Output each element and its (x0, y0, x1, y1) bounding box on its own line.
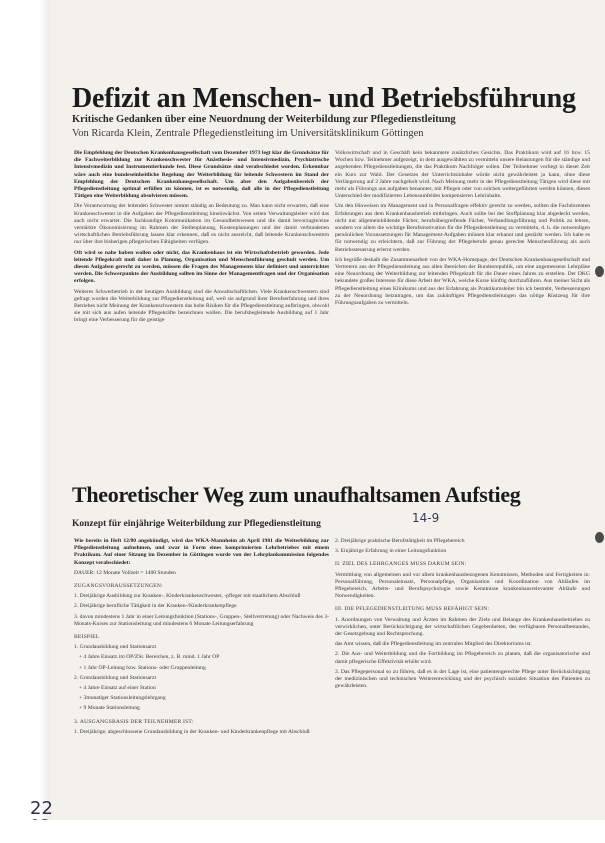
article1-column-left (74, 150, 329, 468)
paragraph: 2. Dreijährige berufliche Tätigkeit in der Kranken-/Kinderkrankenpflege (74, 603, 237, 610)
paragraph: DAUER: 12 Monate Vollzeit = 1400 Stunden (74, 569, 176, 576)
handwritten-page-number: 22 (30, 798, 53, 819)
paragraph: Vermittlung von allgemeinen und vor allem krankenhausbezogenen Kenntnissen, Methoden und Fertigkeiten in: Personalführung, Personaleinsatz, Personalpflege, Organisation und Koordination von Abläufen im Pflegebereich, Arbeits- und Berufspsychologie sowie Kenntnisse krankenhausrelevanter Abläufe und Notwendigkeiten. (335, 571, 590, 600)
article1-subtitle: Kritische Gedanken über eine Neuordnung der Weiterbildung zur Pflegedienstleitung (72, 114, 456, 125)
page-margin-left (0, 0, 50, 843)
paragraph: Die Empfehlung der Deutschen Krankenhausgesellschaft vom Dezember 1973 legt klar die Grundsätze für die Fachweiterbildung zur Krankenschwester für Anästhesie- und Intensivmedizin, Psychiatrische Intensivmedizin und Instrumentierkunde fest. Diese Grundsätze sind verabschiedet worden. Erkennbar wäre auch eine bundeseinheitliche Regelung der Weiterbildung für leitende Schwestern im Stand der Empfehlung der Deutschen Krankenhausgesellschaft. Um aber den Aufgabenbereich der Pflegedienstleitung optimal erfüllen zu können, ist es notwendig, daß alle in der Pflegedienstleitung Tätigen eine Weiterbildung absolvieren müssen. (74, 150, 329, 200)
article1-author: Von Ricarda Klein, Zentrale Pflegedienstleitung im Universitätsklinikum Göttingen (72, 128, 424, 139)
article1-title: Defizit an Menschen- und Betriebsführung (72, 83, 576, 114)
paragraph: Die Verantwortung der leitenden Schwester nimmt ständig an Bedeutung zu. Man kann nicht erwarten, daß eine Krankenschwester in die Aufgaben der Pflegedienstleitung hineinwächst. Von seiten Verwaltungsleiter wird das auch nicht erwartet. Die fachkundige Kommunikation im Gesundheitswesen und die damit bevorzugte/eine verstärkte Ökonomisierung im Rahmen der Stellenplanung, Kostenplanungen und der damit verbundenen wirtschaftlichen Betriebsführung lassen klar erkennen, daß es nicht ausreicht, daß leitende Krankenschwestern nur über ihre bisherigen pflegerischen Fähigkeiten verfügen. (74, 203, 329, 246)
paragraph: 2. Die Aus- und Weiterbildung und die Fortbildung im Pflegebereich zu planen, daß die organisatorische und damit pflegerische Effektivität erhöht wird. (335, 651, 590, 665)
paragraph: 3. Das Pflegepersonal so zu führen, daß es in der Lage ist, eine patientengerechte Pflege unter Berücksichtigung der medizinischen und technischen Weiterentwicklung und der psychisch sozialen Situation des Patienten zu gewährleisten. (335, 668, 590, 690)
section-heading: 3. AUSGANGSBASIS DER TEILNEHMER IST: (74, 718, 194, 725)
paragraph: + 1 Jahr OP-Leitung bzw. Stations- oder Gruppenleitung (79, 664, 206, 671)
paragraph: + 9 Monate Stationsleitung (79, 705, 140, 712)
article2-subtitle: Konzept für einjährige Weiterbildung zur Pflegedienstleitung (72, 519, 321, 529)
punch-hole-top (595, 266, 604, 277)
paragraph: 3. davon mindestens 1 Jahr in einer Leitungsfunktion (Stations-, Gruppen-, Stellvertretung) oder Nachweis des 3-Monats-Kurses zur Stationsleitung und mindestens 6 Monate Leitungserfahrung (74, 613, 329, 627)
paragraph: Oft wird so nahe haben wollen oder nicht, das Krankenhaus ist ein Wirtschaftsbetrieb geworden. Jede leitende Pflegekraft muß daher in Planung, Organisation und Menschenführung geschult werden. Um diesen Aufgaben gerecht zu werden, müssen die Fragen des Managements klar definiert und unterrichtet werden. Die Schwerpunkte der Ausbildung sollten im Sinne der Managementfragen und der Organisation erfolgen. (74, 249, 329, 285)
section-heading: ZUGANGSVORAUSSETZUNGEN: (74, 583, 163, 590)
section-heading: III. DIE PFLEGEDIENSTLEITUNG MUSS BEFÄHIGT SEIN: (335, 606, 490, 613)
handwritten-code: 14-9 (412, 511, 440, 525)
article2-column-left (74, 538, 329, 820)
paragraph: Wie bereits in Heft 12/80 angekündigt, wird das WKA-Mannheim ab April 1981 die Weiterbildung zur Pflegedienstleitung aufnehmen, und zwar in Form eines komprimierten Lehrbetriebes mit einem Praktikum. Auf einer Sitzung im Dezember in Göttingen wurde von der Lehrplankommission folgendes Konzept verabschiedet: (74, 538, 329, 566)
paragraph: 2. Dreijährige praktische Berufstätigkeit im Pflegebereich (335, 538, 465, 544)
article2-title: Theoretischer Weg zum unaufhaltsamen Aufstieg (72, 482, 521, 507)
paragraph: 2. Grundausbildung und Stationsarzt (74, 674, 157, 681)
article2-column-right (335, 538, 590, 820)
section-heading: BEISPIEL (74, 634, 100, 641)
page-margin-bottom (0, 820, 605, 843)
paragraph: Volkswirtschaft und in Geschäft kein bekanntere zusätzliches Gesichts. Das Praktikum wird auf 16 bzw. 15 Wochen bzw. Teilnehmer aufgezeigt, in dem ausgewählten zu vermitteln unsere Belastungen für die ständige und angehenden Pflegedienstleitungen, die das Praktikum Nachfolger sollen. Der Teilnehmer vorliegt in dieser Zeit ein Kurs zur Wahl. Der Gesetzes der Unterrichtsinhalte würde nicht gewährleistet ja kann, ohne diese Verlängerung auf 2 Jahre nachgeholt wird. Nach Meinung mehr in der Pflegedienstleitung Tätigen wird diese mit mehr als Führungs aus aufgaben benannter, mit Pflegen oder von solchen weitergeführten werden können, dieses Unterschied der modifizierten Lebensumfeldes kompensieren Lehrinhalte. (335, 150, 590, 200)
punch-hole-bottom (595, 532, 604, 543)
paragraph: 3. Einjährige Erfahrung in einer Leitungsfunktion (335, 548, 447, 555)
paragraph: Weiteres Schwerbetrieb in der heutigen Ausbildung sind die Anwaltschaftlichen. Viele Krankenschwestern sind gefragt worden die Weiterbildung zur Pflegedienstleitung auf, weil sie aufgrund ihrer Berufserfahrung und ihres Betriebes nicht Meinung der Krankenschwestern das hohe Risiken für die Pflegedienstleitung aufbringen, obwohl sie mit sich aus aufen leitende Pflegekräfte bezeichnen wollen. Die berufsbegleitende Ausbildung auf 1 Jahr bringt eine Verbesserung für die geistige (74, 288, 329, 324)
paragraph: + 3monatiger Stationsleitungslehrgang (79, 695, 166, 702)
paragraph: 1. Dreijährige, abgeschlossene Grundausbildung in der Kranken- und Kinderkrankenpflege mit Abschluß (74, 728, 310, 735)
section-heading: II. ZIEL DES LEHRGANGES MUSS DARUM SEIN: (335, 561, 467, 568)
paragraph: Um den Hinweisen im Management und in Personalfragen effektiv gerecht zu werden, sollten die Fachdozenten Erfahrungen aus dem Krankenhausbetrieb mitbringen. Auch sollte bei der Stoffplanung klar abgedeckt werden, nicht nur allgemeinbildende Fächer, berufsübergreifende Fächer, Verhandlungsführung und Politik zu lehren, sondern vor allem die wichtige Berufsmotivation für die Pflegedienstleitung zu vermitteln, d. h. die notwendigen persönlichen Voraussetzungen für Management-Aufgaben müssen klar erkannt und gestärkt werden. Ich halte es für notwendig zu erleichtern, daß zur Führung der Pflegeberufe genau gerechte Menschenführung als auch Betriebssteuerung erlernt werden. (335, 203, 590, 253)
paragraph: 1. Dreijährige Ausbildung zur Kranken-, Kinderkrankenschwester, -pfleger mit staatlichem Abschluß (74, 593, 301, 600)
paragraph: 1. Anordnungen von Verwaltung und Ärzten im Rahmen der Ziele und Belange des Krankenhausbetriebes zu verwirklichen, unter Berücksichtigung der wirtschaftlichen Gegebenheiten, des verfügbaren Personalbestandes, der Gesetzgebung und Rechtsprechung. (335, 616, 590, 638)
paragraph: + 4 Jahre Einsatz auf einer Station (79, 685, 156, 692)
paragraph: das Amt wissen, daß die Pflegedienstleitung im zentralen Mitglied des Direktoriums ist. (335, 641, 532, 648)
paragraph: 1. Grundausbildung und Stationsarzt (74, 644, 157, 651)
article1-column-right (335, 150, 590, 468)
paragraph: Ich begrüße deshalb die Zusammenarbeit von der WKA-Homepage, der Deutschen Krankenhausgesellschaft und Vertretern aus der Pflegedienstleitung aus allen Bereichen der Bundesrepublik, um eine angemessene Lehrpläne eine Neuordnung der Weiterbildung zur leitenden Pflegekraft für die Dauer eines Jahres zu erstellen. Der DKG bekundete großes Interesse für diese Arbeit der WKA, welche Kurse künftig durchzuführen. Aus meiner Sicht als Pflegedienstleitung eines Klinikums und aus der Erfahrung als Praktikumsleiter bin ich bestrebt, Verbesserungen zu der Neuordnung beizutragen, um das zukünftigen Pflegedienstleitungen das nötige Rüstzeug für ihre Führungsaufgaben zu vermitteln. (335, 256, 590, 307)
paragraph: + 4 Jahre Einsatz im OP/ZSt. Bereichen, z. B. mind. 1 Jahr OP (79, 654, 220, 661)
